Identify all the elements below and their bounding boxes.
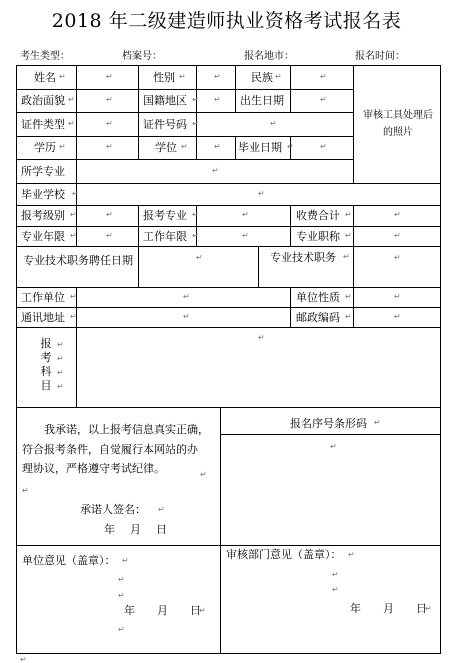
para-mark: ↵ xyxy=(199,606,206,615)
education-field[interactable]: ↵ xyxy=(106,142,113,151)
professional-title-label: 专业职称 xyxy=(296,230,340,243)
postcode-label: 邮政编码 xyxy=(296,311,340,324)
para-mark: ↵ xyxy=(57,382,64,391)
nationality-label: 国籍地区 xyxy=(143,94,187,107)
para-mark: ↵ xyxy=(345,210,352,219)
postcode-field[interactable]: ↵ xyxy=(394,312,401,321)
id-no-label: 证件号码 xyxy=(143,118,187,131)
ethnicity-field[interactable]: ↵ xyxy=(320,72,327,81)
fee-total-label: 收费合计 xyxy=(296,209,340,222)
work-years-field[interactable]: ↵ xyxy=(242,231,249,240)
name-field[interactable]: ↵ xyxy=(106,72,113,81)
unit-opinion-label: 单位意见（盖章）： xyxy=(22,554,116,567)
appointment-date-field[interactable]: ↵ xyxy=(196,253,203,262)
birth-date-label: 出生日期 xyxy=(240,94,284,107)
para-mark: ↵ xyxy=(70,292,77,301)
subjects-field[interactable]: ↵ xyxy=(258,333,265,342)
para-mark: ↵ xyxy=(345,231,352,240)
tech-post-label: 专业技术职务 xyxy=(270,251,336,264)
candidate-type-label: 考生类型： xyxy=(20,51,70,62)
para-mark: ↵ xyxy=(275,72,282,81)
nationality-field[interactable]: ↵ xyxy=(214,95,221,104)
appointment-date-label: 专业技术职务聘任日期 xyxy=(23,254,133,267)
para-mark: ↵ xyxy=(59,72,66,81)
para-mark: ↵ xyxy=(68,95,75,104)
address-field[interactable]: ↵ xyxy=(183,312,190,321)
form-title: 2018 年二级建造师执业资格考试报名表 xyxy=(51,10,402,32)
para-mark: ↵ xyxy=(332,585,339,594)
signature-label: 承诺人签名： xyxy=(80,503,146,516)
review-opinion-date: 年 月 日 xyxy=(350,602,427,615)
name-label: 姓名 xyxy=(34,71,56,84)
para-mark: ↵ xyxy=(192,231,199,240)
fee-total-field[interactable]: ↵ xyxy=(394,210,401,219)
gender-field[interactable]: ↵ xyxy=(214,72,221,81)
subjects-label: 报 考 科 目 xyxy=(40,337,52,392)
para-mark: ↵ xyxy=(374,418,381,427)
barcode-label: 报名序号条形码 xyxy=(290,417,367,430)
employer-field[interactable]: ↵ xyxy=(183,292,190,301)
politics-label: 政治面貌 xyxy=(21,94,65,107)
school-field[interactable]: ↵ xyxy=(258,189,265,198)
level-field[interactable]: ↵ xyxy=(106,210,113,219)
para-mark: ↵ xyxy=(20,655,27,663)
para-mark: ↵ xyxy=(348,550,355,559)
graduation-date-field[interactable]: ↵ xyxy=(320,142,327,151)
time-label: 报名时间： xyxy=(355,51,405,62)
major-label: 所学专业 xyxy=(21,165,65,178)
para-mark: ↵ xyxy=(200,470,207,479)
tech-post-field[interactable]: ↵ xyxy=(394,253,401,262)
pledge-line-2: 符合报考条件，自觉履行本网站的办 xyxy=(22,443,198,456)
pledge-line-3: 理协议，严格遵守考试纪律。 xyxy=(22,462,165,475)
address-label: 通讯地址 xyxy=(21,311,65,324)
pledge-line-1: 我承诺，以上报考信息真实正确， xyxy=(44,423,209,436)
degree-label: 学位 xyxy=(155,141,177,154)
education-label: 学历 xyxy=(34,141,56,154)
para-mark: ↵ xyxy=(57,368,64,377)
exam-major-label: 报考专业 xyxy=(143,209,187,222)
level-label: 报考级别 xyxy=(21,209,65,222)
file-no-label: 档案号： xyxy=(122,51,162,62)
para-mark: ↵ xyxy=(179,72,186,81)
para-mark: ↵ xyxy=(192,210,199,219)
graduation-date-label: 毕业日期 xyxy=(238,141,282,154)
para-mark: ↵ xyxy=(70,231,77,240)
para-mark: ↵ xyxy=(22,486,29,495)
para-mark: ↵ xyxy=(118,575,125,584)
para-mark: ↵ xyxy=(59,142,66,151)
para-mark: ↵ xyxy=(425,604,432,613)
work-years-label: 工作年限 xyxy=(143,230,187,243)
review-opinion-label: 审核部门意见（盖章）： xyxy=(226,548,342,561)
para-mark: ↵ xyxy=(57,340,64,349)
id-no-field[interactable]: ↵ xyxy=(270,119,277,128)
school-label: 毕业学校 xyxy=(21,188,65,201)
id-type-field[interactable]: ↵ xyxy=(106,119,113,128)
birth-date-field[interactable]: ↵ xyxy=(320,95,327,104)
para-mark: ↵ xyxy=(118,591,125,600)
employer-label: 工作单位 xyxy=(21,291,65,304)
para-mark: ↵ xyxy=(192,119,199,128)
para-mark: ↵ xyxy=(287,142,294,151)
employer-type-label: 单位性质 xyxy=(296,291,340,304)
para-mark: ↵ xyxy=(122,556,129,565)
para-mark: ↵ xyxy=(345,312,352,321)
para-mark: ↵ xyxy=(118,625,125,634)
employer-type-field[interactable]: ↵ xyxy=(394,292,401,301)
professional-title-field[interactable]: ↵ xyxy=(394,231,401,240)
para-mark: ↵ xyxy=(332,570,339,579)
gender-label: 性别 xyxy=(153,71,175,84)
unit-opinion-date: 年 月 日 xyxy=(124,604,201,617)
para-mark: ↵ xyxy=(192,95,199,104)
para-mark: ↵ xyxy=(345,292,352,301)
para-mark: ↵ xyxy=(181,142,188,151)
degree-field[interactable]: ↵ xyxy=(214,142,221,151)
para-mark: ↵ xyxy=(343,252,350,261)
barcode-area: ↵ xyxy=(330,442,337,451)
ethnicity-label: 民族 xyxy=(251,71,273,84)
politics-field[interactable]: ↵ xyxy=(106,95,113,104)
major-years-field[interactable]: ↵ xyxy=(106,231,113,240)
exam-major-field[interactable]: ↵ xyxy=(242,210,249,219)
id-type-label: 证件类型 xyxy=(21,118,65,131)
para-mark: ↵ xyxy=(70,312,77,321)
para-mark: ↵ xyxy=(70,210,77,219)
pledge-date: 年 月 日 xyxy=(104,523,169,536)
para-mark: ↵ xyxy=(72,189,79,198)
major-years-label: 专业年限 xyxy=(21,230,65,243)
photo-label: 审核工具处理后的照片 xyxy=(363,110,433,138)
para-mark: ↵ xyxy=(57,354,64,363)
location-label: 报名地市： xyxy=(244,51,294,62)
para-mark: ↵ xyxy=(68,119,75,128)
major-field[interactable]: ↵ xyxy=(212,166,219,175)
para-mark: ↵ xyxy=(158,505,165,514)
